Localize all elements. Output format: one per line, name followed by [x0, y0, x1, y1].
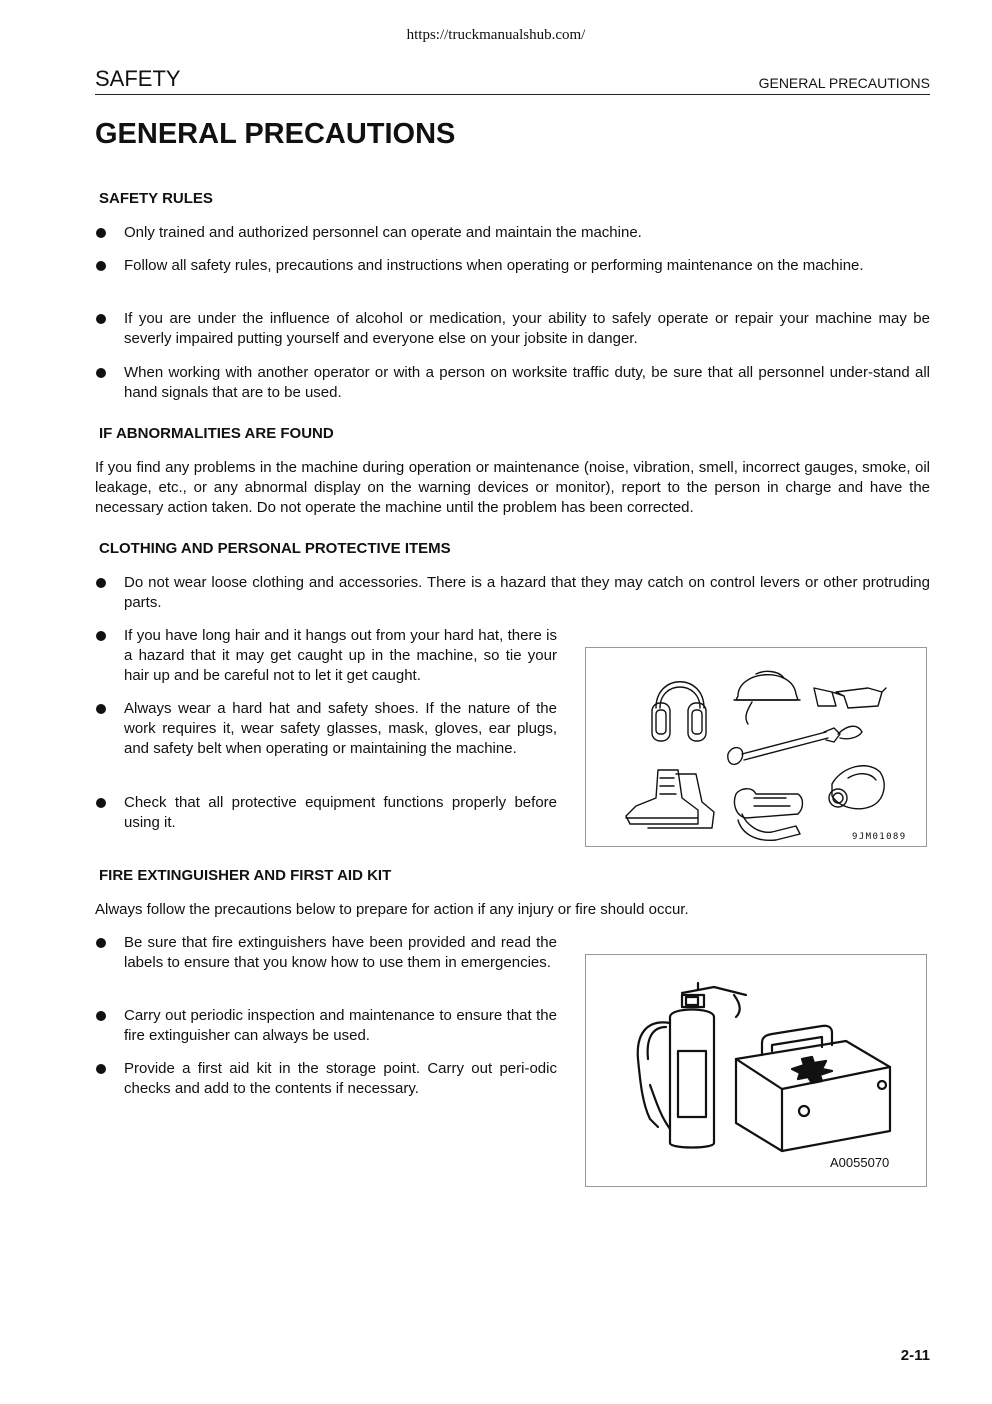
list-item-text: Always wear a hard hat and safety shoes. If the nature of the work requires it, wear safety glasses, mask, gloves, ear plugs, and safety belt when operating or maintaining the machine. [124, 700, 557, 757]
heading-abnormalities: IF ABNORMALITIES ARE FOUND [99, 425, 334, 442]
heading-fire-first-aid: FIRE EXTINGUISHER AND FIRST AID KIT [99, 867, 392, 884]
list-item [95, 1006, 557, 1046]
safety-shoes-icon [626, 770, 714, 828]
bullet-icon [96, 1011, 106, 1021]
list-item [95, 223, 930, 243]
safety-belt-icon [728, 726, 862, 764]
bullet-icon [96, 704, 106, 714]
list-item [95, 309, 930, 349]
list-item [95, 933, 557, 973]
hard-hat-icon [734, 671, 800, 724]
list-item [95, 363, 930, 403]
list-item [95, 573, 930, 613]
list-item [95, 699, 557, 759]
figure-code: A0055070 [830, 1155, 890, 1170]
source-url[interactable]: https://truckmanualshub.com/ [406, 27, 586, 43]
list-item-text: Follow all safety rules, precautions and instructions when operating or performing maintenance on the machine. [124, 257, 864, 274]
bullet-icon [96, 938, 106, 948]
bullet-icon [96, 261, 106, 271]
bullet-icon [96, 631, 106, 641]
fire-extinguisher-first-aid-figure [585, 954, 927, 1187]
bullet-icon [96, 1064, 106, 1074]
list-item-text: When working with another operator or with a person on worksite traffic duty, be sure that all personnel under-stand all hand signals that are to be used. [124, 364, 930, 401]
figure-code: 9JM01089 [852, 832, 907, 842]
list-item-text: Check that all protective equipment functions properly before using it. [124, 794, 557, 831]
page-number: 2-11 [900, 1347, 930, 1364]
running-header-topic: GENERAL PRECAUTIONS [758, 75, 930, 91]
bullet-icon [96, 314, 106, 324]
abnormalities-paragraph: If you find any problems in the machine during operation or maintenance (noise, vibration, smell, incorrect gauges, smoke, oil leakage, etc., or any abnormal display on the warning devices or monitor), report to the person in charge and have the necessary action taken. Do not operate the machine until the problem has been corrected. [95, 459, 930, 516]
fire-intro: Always follow the precautions below to prepare for action if any injury or fire should occur. [95, 901, 689, 918]
list-item-text: Provide a first aid kit in the storage point. Carry out peri-odic checks and add to the contents if necessary. [124, 1060, 557, 1097]
list-item-text: If you are under the influence of alcohol or medication, your ability to safely operate or repair your machine may be severly impaired putting yourself and everyone else on your jobsite in danger. [124, 310, 930, 347]
fire-extinguisher-icon [638, 983, 746, 1148]
heading-clothing: CLOTHING AND PERSONAL PROTECTIVE ITEMS [99, 540, 451, 557]
list-item [95, 1059, 557, 1099]
list-item [95, 793, 557, 833]
list-item [95, 256, 930, 276]
mask-icon [829, 766, 884, 809]
bullet-icon [96, 368, 106, 378]
list-item-text: Be sure that fire extinguishers have been provided and read the labels to ensure that you know how to use them in emergencies. [124, 934, 557, 971]
list-item-text: Do not wear loose clothing and accessories. There is a hazard that they may catch on control levers or other protruding parts. [124, 574, 930, 611]
first-aid-kit-icon [736, 1026, 890, 1151]
list-item-text: Carry out periodic inspection and maintenance to ensure that the fire extinguisher can always be used. [124, 1007, 557, 1044]
page-title: GENERAL PRECAUTIONS [95, 118, 456, 150]
list-item-text: Only trained and authorized personnel can operate and maintain the machine. [124, 224, 642, 241]
list-item [95, 626, 557, 686]
gloves-icon [734, 789, 802, 841]
bullet-icon [96, 228, 106, 238]
running-header-section: SAFETY [95, 66, 181, 91]
ear-muffs-icon [652, 682, 706, 741]
heading-safety-rules: SAFETY RULES [99, 190, 213, 207]
protective-equipment-figure [585, 647, 927, 847]
bullet-icon [96, 578, 106, 588]
safety-glasses-icon [814, 688, 886, 708]
bullet-icon [96, 798, 106, 808]
header-rule [95, 94, 930, 95]
list-item-text: If you have long hair and it hangs out from your hard hat, there is a hazard that it may get caught up in the machine, so tie your hair up and be careful not to let it get caught. [124, 627, 557, 684]
